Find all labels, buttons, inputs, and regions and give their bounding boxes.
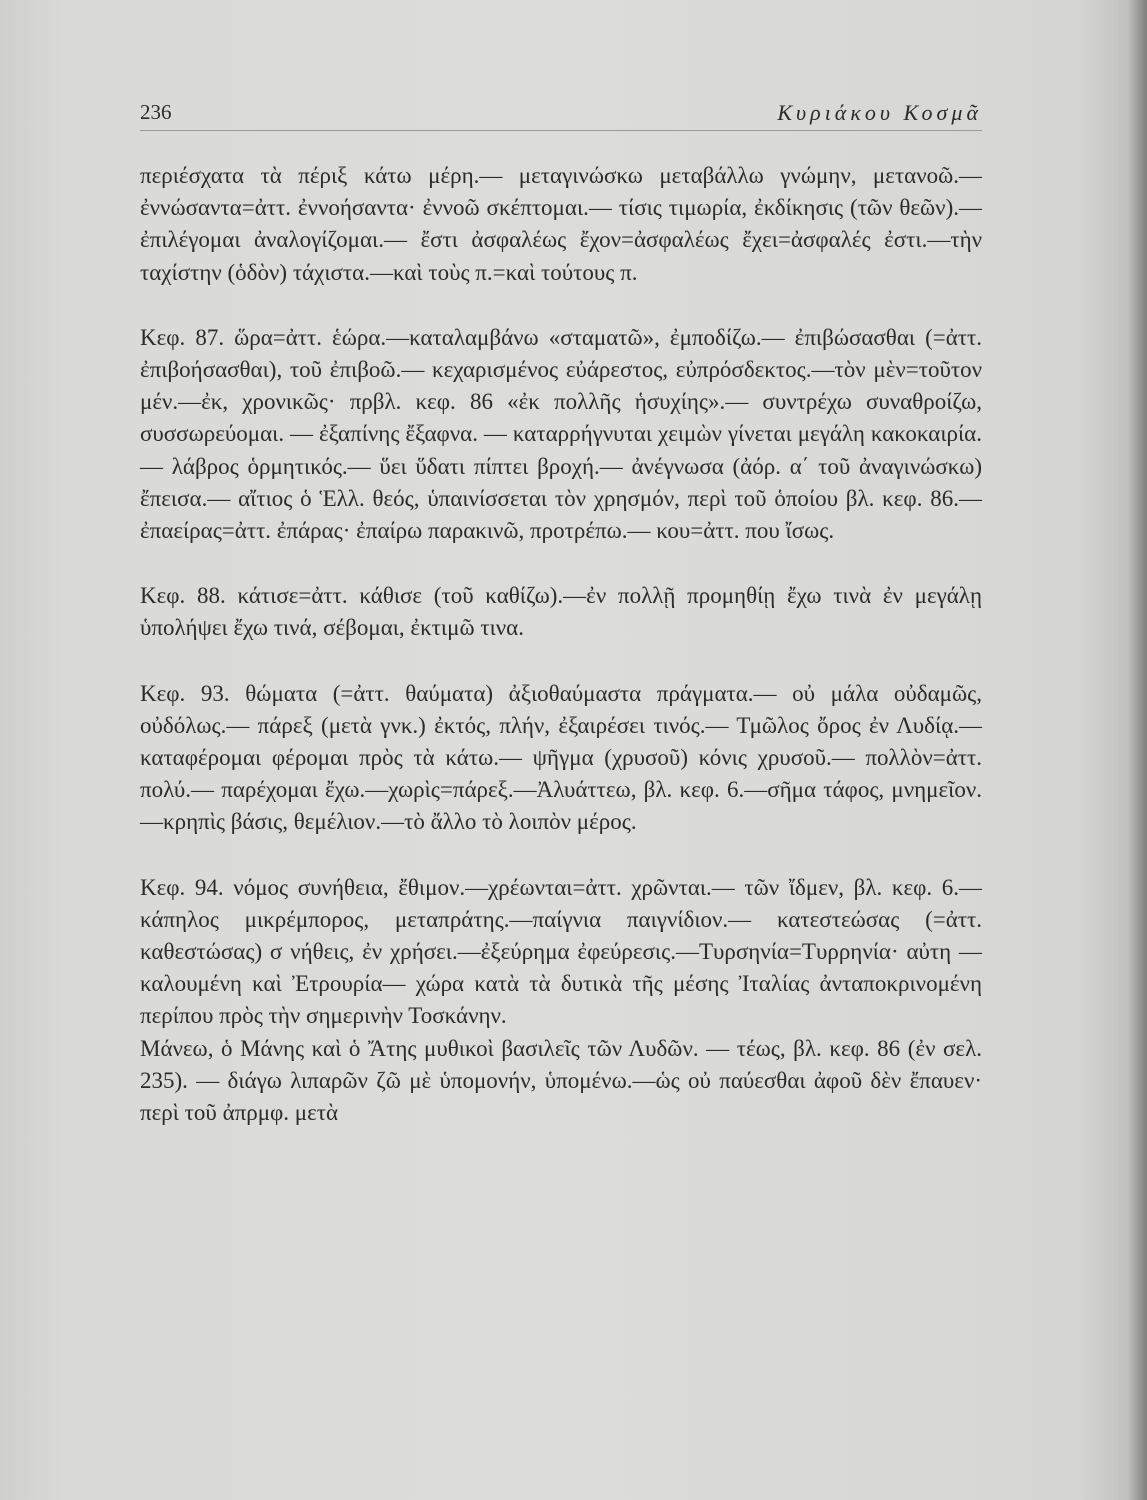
paragraph-chapter-93: Κεφ. 93. θώματα (=ἀττ. θαύματα) ἀξιοθαύμαστα πράγματα.— οὐ μάλα οὐδαμῶς, οὐδόλως.— πάρεξ (μετὰ γνκ.) ἐκτός, πλήν, ἐξαιρέσει τινός.— Τμῶλος ὄρος ἐν Λυδίᾳ.— καταφέρομαι φέρομαι πρὸς τὰ κάτω.— ψῆγμα (χρυσοῦ) κόνις χρυσοῦ.— πολλὸν=ἀττ. πολύ.— παρέχομαι ἔχω.—χωρὶς=πάρεξ.—Ἀλυάττεω, βλ. κεφ. 6.—σῆμα τάφος, μνημεῖον.—κρηπὶς βάσις, θεμέλιον.—τὸ ἄλλο τὸ λοιπὸν μέρος. [140, 680, 982, 835]
page-body [140, 160, 982, 1129]
paragraph-chapter-87: Κεφ. 87. ὥρα=ἀττ. ἑώρα.—καταλαμβάνω «σταματῶ», ἐμποδίζω.— ἐπιβώσασθαι (=ἀττ. ἐπιβοήσασθαι), τοῦ ἐπιβοῶ.— κεχαρισμένος εὐάρεστος, εὐπρόσδεκτος.—τὸν μὲν=τοῦτον μέν.—ἐκ, χρονικῶς· πρβλ. κεφ. 86 «ἐκ πολλῆς ἡσυχίης».— συντρέχω συναθροίζω, συσσωρεύομαι. — ἐξαπίνης ἔξαφνα. — καταρρήγνυται χειμὼν γίνεται μεγάλη κακοκαιρία.— λάβρος ὁρμητικός.— ὕει ὕδατι πίπτει βροχή.— ἀνέγνωσα (ἀόρ. α΄ τοῦ ἀναγινώσκω) ἔπεισα.— αἴτιος ὁ Ἑλλ. θεός, ὑπαινίσσεται τὸν χρησμόν, περὶ τοῦ ὁποίου βλ. κεφ. 86.—ἐπαείρας=ἀττ. ἐπάρας· ἐπαίρω παρακινῶ, προτρέπω.— κου=ἀττ. που ἴσως. [140, 324, 982, 544]
paragraph-chapter-94: Κεφ. 94. νόμος συνήθεια, ἔθιμον.—χρέωνται=ἀττ. χρῶνται.— τῶν ἴδμεν, βλ. κεφ. 6.—κάπηλος μικρέμπορος, μεταπράτης.—παίγνια παιγνίδιον.— κατεστεώσας (=ἀττ. καθεστώσας) σ νήθεις, ἐν χρήσει.—ἐξεύρημα ἐφεύρεσις.—Τυρσηνία=Τυρρηνία· αὐτη — καλουμένη καὶ Ἐτρουρία— χώρα κατὰ τὰ δυτικὰ τῆς μέσης Ἰταλίας ἀνταποκρινομένη περίπου πρὸς τὴν σημερινὴν Τοσκάνην. [140, 874, 982, 1029]
page-number: 236 [140, 100, 172, 124]
paragraph-chapter-88: Κεφ. 88. κάτισε=ἀττ. κάθισε (τοῦ καθίζω).—ἐν πολλῇ προμηθίῃ ἔχω τινὰ ἐν μεγάλῃ ὑπολήψει ἔχω τινά, σέβομαι, ἐκτιμῶ τινα. [140, 583, 982, 641]
page-header [140, 96, 982, 131]
running-title: Κυριάκου Κοσμᾶ [777, 100, 982, 125]
page-edge [1127, 0, 1147, 1500]
paragraph-intro: περιέσχατα τὰ πέριξ κάτω μέρη.— μεταγινώσκω μεταβάλλω γνώμην, μετανοῶ.—ἐννώσαντα=ἀττ. ἐννοήσαντα· ἐννοῶ σκέπτομαι.— τίσις τιμωρία, ἐκδίκησις (τῶν θεῶν).— ἐπιλέγομαι ἀναλογίζομαι.— ἔστι ἀσφαλέως ἔχον=ἀσφαλέως ἔχει=ἀσφαλές ἐστι.—τὴν ταχίστην (ὁδὸν) τάχιστα.—καὶ τοὺς π.=καὶ τούτους π. [140, 163, 982, 285]
paragraph-maneo: Μάνεω, ὁ Μάνης καὶ ὁ Ἄτης μυθικοὶ βασιλεῖς τῶν Λυδῶν. — τέως, βλ. κεφ. 86 (ἐν σελ. 235). — διάγω λιπαρῶν ζῶ μὲ ὑπομονήν, ὑπομένω.—ὡς οὐ παύεσθαι ἀφοῦ δὲν ἔπαυεν· περὶ τοῦ ἀπρμφ. μετὰ [140, 1035, 982, 1126]
